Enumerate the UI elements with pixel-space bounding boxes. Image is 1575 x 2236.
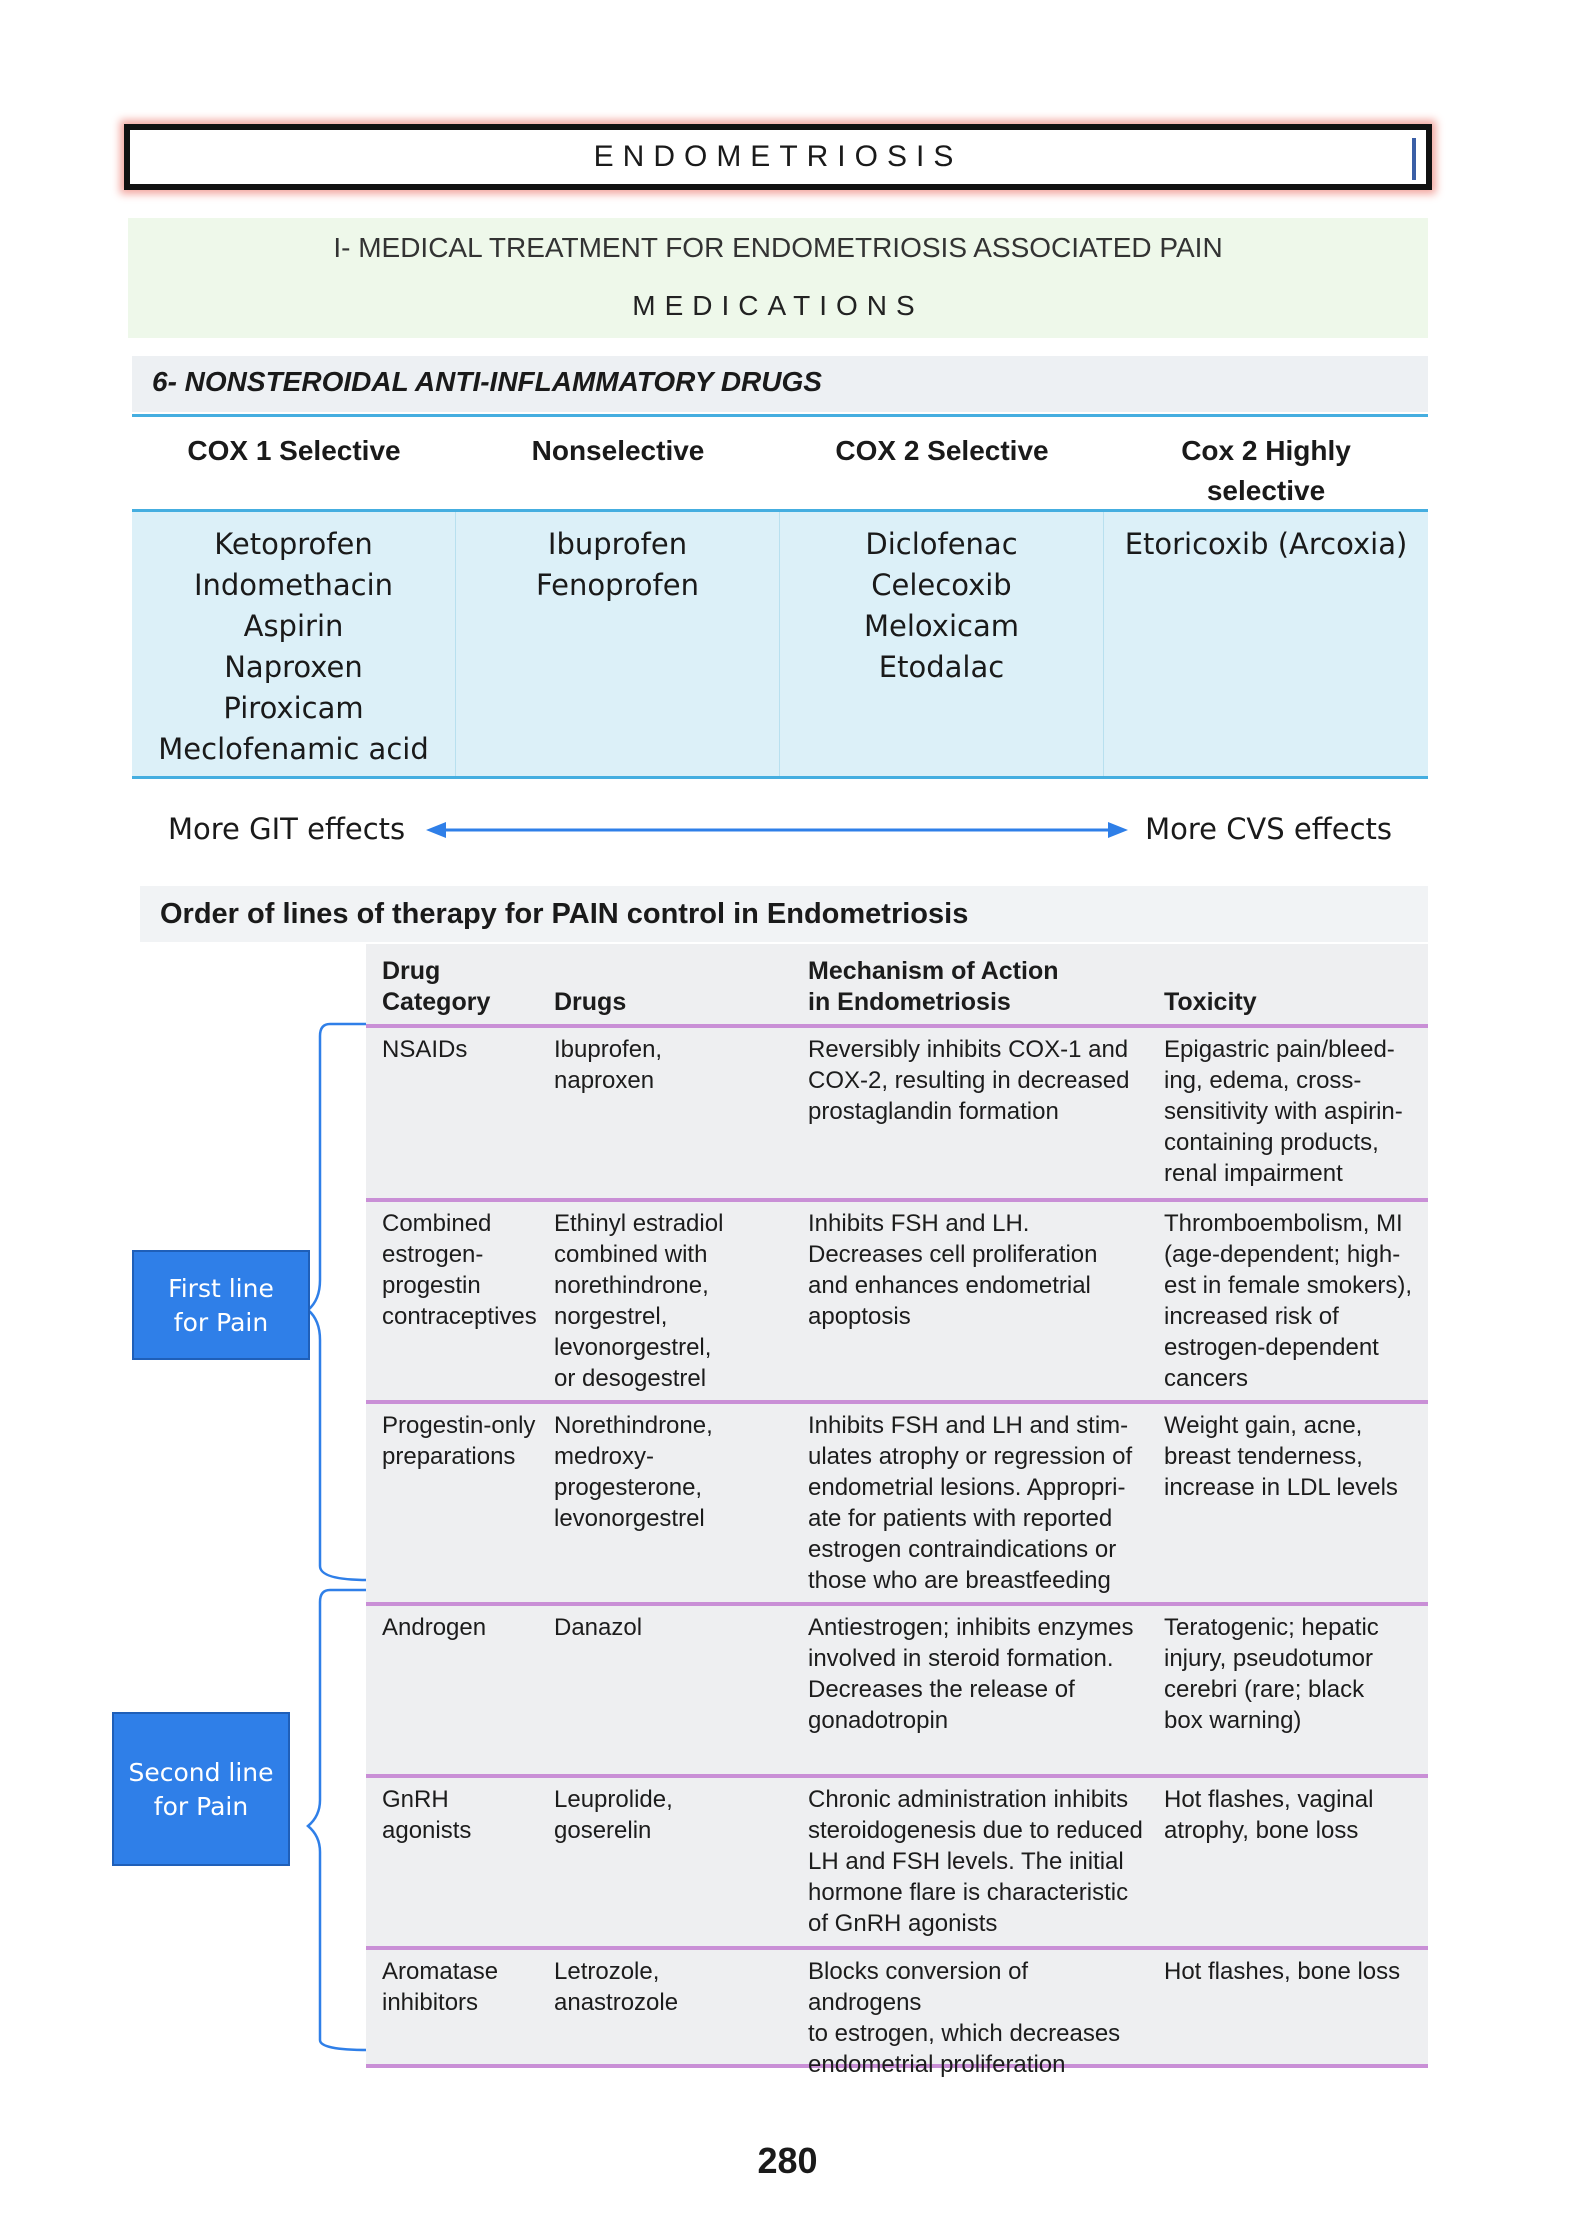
section-heading: I- MEDICAL TREATMENT FOR ENDOMETRIOSIS ASSOCIATED PAIN xyxy=(333,232,1223,263)
drugs-cell: Ibuprofen, naproxen xyxy=(554,1036,663,1094)
cvs-effects-label: More CVS effects xyxy=(1145,812,1392,846)
effects-spectrum xyxy=(132,808,1428,852)
drug-name: Fenoprofen xyxy=(536,568,699,602)
nsaid-heading: 6- NONSTEROIDAL ANTI-INFLAMMATORY DRUGS xyxy=(152,366,822,397)
drugs-cell: Letrozole, anastrozole xyxy=(554,1958,679,2016)
second-line-label: Second line for Pain xyxy=(112,1712,290,1866)
page-number: 280 xyxy=(757,2140,818,2181)
header-category: Drug Category xyxy=(382,957,491,1016)
table-row xyxy=(366,1028,1428,1202)
category-cell: NSAIDs xyxy=(382,1036,468,1063)
header-toxicity: Toxicity xyxy=(1164,988,1257,1016)
mechanism-cell: Reversibly inhibits COX-1 and COX-2, resulting in decreased prostaglandin formation xyxy=(808,1036,1130,1125)
drugs-cell: Ethinyl estradiol combined with norethindrone, norgestrel, levonorgestrel, or desogestrel xyxy=(554,1210,724,1392)
drug-name: Meclofenamic acid xyxy=(158,732,429,766)
cox-header-cell: COX 1 Selective xyxy=(187,435,401,466)
drug-name: Naproxen xyxy=(224,650,363,684)
header-mechanism: Mechanism of Action in Endometriosis xyxy=(808,957,1059,1016)
toxicity-cell: Teratogenic; hepatic injury, pseudotumor cerebri (rare; black box warning) xyxy=(1164,1614,1379,1734)
table-row xyxy=(366,1778,1428,1950)
drug-name: Aspirin xyxy=(243,609,344,643)
drugs-cell: Danazol xyxy=(554,1614,643,1641)
cox-column xyxy=(456,512,780,776)
drug-name: Piroxicam xyxy=(223,691,364,725)
cox-header-cell: Nonselective xyxy=(531,435,705,466)
therapy-table-header xyxy=(366,944,1428,1028)
table-row xyxy=(366,1202,1428,1404)
drug-name: Diclofenac xyxy=(865,527,1018,561)
first-line-label: First line for Pain xyxy=(132,1250,310,1360)
mechanism-cell: Inhibits FSH and LH and stim- ulates atrophy or regression of endometrial lesions. Appropri- ate for patients with reported estrogen contraindications or those who are breastfeeding xyxy=(808,1412,1133,1594)
category-cell: Progestin-only preparations xyxy=(382,1412,536,1470)
cox-column xyxy=(132,512,456,776)
drug-name: Ibuprofen xyxy=(547,527,688,561)
title-banner xyxy=(124,124,1432,190)
mechanism-cell: Antiestrogen; inhibits enzymes involved in steroid formation. Decreases the release of gonadotropin xyxy=(808,1614,1134,1734)
mechanism-cell: Inhibits FSH and LH. Decreases cell proliferation and enhances endometrial apoptosis xyxy=(808,1210,1098,1330)
cox-table xyxy=(132,414,1428,779)
toxicity-cell: Hot flashes, bone loss xyxy=(1164,1958,1401,1985)
toxicity-cell: Hot flashes, vaginal atrophy, bone loss xyxy=(1164,1786,1374,1844)
nsaid-heading-bar xyxy=(132,356,1428,412)
git-effects-label: More GIT effects xyxy=(168,812,406,846)
therapy-heading-bar xyxy=(140,886,1428,942)
table-row xyxy=(366,1404,1428,1606)
category-cell: Combined estrogen- progestin contraceptives xyxy=(382,1210,537,1330)
drug-name: Meloxicam xyxy=(864,609,1019,643)
double-arrow-icon xyxy=(422,808,1132,852)
header-drugs: Drugs xyxy=(554,988,627,1016)
section-subheading: MEDICATIONS xyxy=(632,290,924,321)
category-cell: Aromatase inhibitors xyxy=(382,1958,499,2016)
cox-column xyxy=(780,512,1104,776)
toxicity-cell: Weight gain, acne, breast tenderness, increase in LDL levels xyxy=(1164,1412,1398,1501)
drug-name: Indomethacin xyxy=(193,568,394,602)
section-band xyxy=(128,218,1428,338)
title-accent-bar xyxy=(1412,138,1416,180)
cox-header-cell: Cox 2 Highly selective xyxy=(1181,435,1351,506)
therapy-heading: Order of lines of therapy for PAIN control in Endometriosis xyxy=(160,898,969,930)
drugs-cell: Norethindrone, medroxy- progesterone, levonorgestrel xyxy=(554,1412,713,1532)
drug-name: Etoricoxib (Arcoxia) xyxy=(1124,527,1408,561)
toxicity-cell: Thromboembolism, MI (age-dependent; high- est in female smokers), increased risk of estrogen-dependent cancers xyxy=(1164,1210,1413,1392)
drugs-cell: Leuprolide, goserelin xyxy=(554,1786,673,1844)
drug-name: Ketoprofen xyxy=(214,527,373,561)
therapy-table xyxy=(366,944,1428,2078)
table-row xyxy=(366,1950,1428,2078)
drug-name: Etodalac xyxy=(878,650,1005,684)
table-row xyxy=(366,1606,1428,1778)
drug-name: Celecoxib xyxy=(871,568,1012,602)
mechanism-cell: Chronic administration inhibits steroidogenesis due to reduced LH and FSH levels. The initial hormone flare is characteristic of GnRH agonists xyxy=(808,1786,1143,1937)
mechanism-cell: Blocks conversion of androgens to estrogen, which decreases endometrial proliferation xyxy=(808,1958,1121,2078)
category-cell: GnRH agonists xyxy=(382,1786,472,1844)
cox-table-body xyxy=(132,512,1428,779)
page-title: ENDOMETRIOSIS xyxy=(593,140,963,173)
cox-column xyxy=(1104,512,1428,776)
cox-table-header xyxy=(132,417,1428,512)
cox-header-cell: COX 2 Selective xyxy=(835,435,1049,466)
toxicity-cell: Epigastric pain/bleed- ing, edema, cross- sensitivity with aspirin- containing products, renal impairment xyxy=(1164,1036,1403,1187)
category-cell: Androgen xyxy=(382,1614,487,1641)
